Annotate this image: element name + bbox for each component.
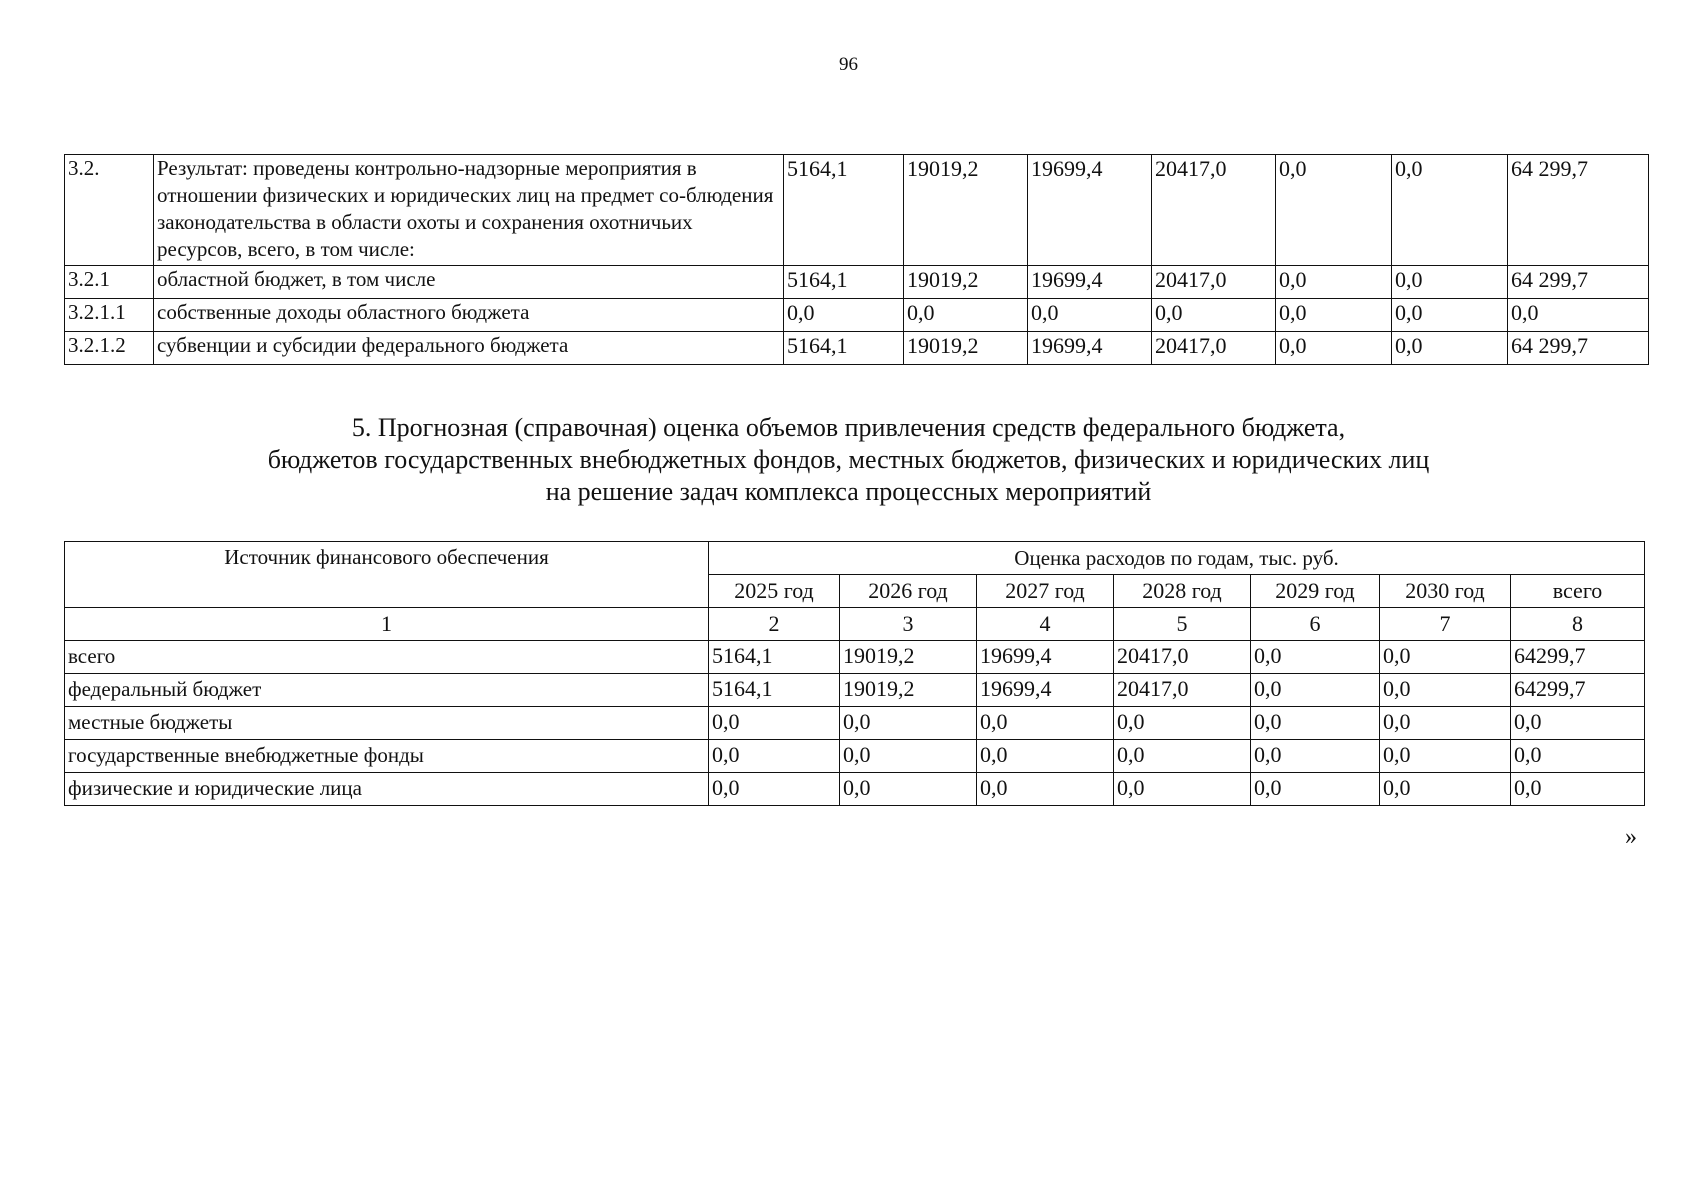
column-number: 2: [709, 608, 840, 641]
value-cell: 5164,1: [709, 674, 840, 707]
value-cell: 0,0: [1392, 155, 1508, 266]
value-cell: 20417,0: [1114, 674, 1251, 707]
value-cell: 0,0: [709, 707, 840, 740]
table-row: [65, 707, 1645, 740]
header-year: 2030 год: [1380, 575, 1511, 608]
row-label: государственные внебюджетные фонды: [65, 740, 709, 773]
funding-results-table: [64, 154, 1649, 365]
value-cell: 20417,0: [1152, 155, 1276, 266]
value-cell: 5164,1: [709, 641, 840, 674]
row-label: собственные доходы областного бюджета: [154, 299, 784, 332]
value-cell: 0,0: [784, 299, 904, 332]
value-cell: 0,0: [1380, 773, 1511, 806]
table-row: [65, 299, 1649, 332]
value-cell: 64 299,7: [1508, 266, 1649, 299]
value-cell: 0,0: [1251, 641, 1380, 674]
value-cell: 0,0: [1276, 299, 1392, 332]
table-row: [65, 641, 1645, 674]
section-heading: [0, 412, 1697, 508]
value-cell: 20417,0: [1152, 266, 1276, 299]
column-number: 7: [1380, 608, 1511, 641]
row-code: 3.2.1.1: [65, 299, 154, 332]
value-cell: 0,0: [1392, 299, 1508, 332]
row-label: федеральный бюджет: [65, 674, 709, 707]
value-cell: 5164,1: [784, 332, 904, 365]
value-cell: 0,0: [1511, 740, 1645, 773]
closing-quote: »: [1625, 824, 1637, 850]
table-row: [65, 740, 1645, 773]
table-row: [65, 773, 1645, 806]
row-code: 3.2.1: [65, 266, 154, 299]
section-heading-line: на решение задач комплекса процессных мероприятий: [545, 477, 1152, 506]
value-cell: 0,0: [977, 707, 1114, 740]
table-row: [65, 155, 1649, 266]
column-number: 1: [65, 608, 709, 641]
value-cell: 64 299,7: [1508, 155, 1649, 266]
value-cell: 19019,2: [904, 266, 1028, 299]
value-cell: 19699,4: [1028, 155, 1152, 266]
value-cell: 64299,7: [1511, 674, 1645, 707]
header-year: 2025 год: [709, 575, 840, 608]
value-cell: 0,0: [840, 773, 977, 806]
value-cell: 19699,4: [1028, 332, 1152, 365]
header-year: 2027 год: [977, 575, 1114, 608]
column-number: 6: [1251, 608, 1380, 641]
value-cell: 19699,4: [1028, 266, 1152, 299]
value-cell: 19019,2: [840, 641, 977, 674]
value-cell: 19019,2: [904, 155, 1028, 266]
funding-sources-table: [64, 541, 1645, 806]
value-cell: 0,0: [1511, 707, 1645, 740]
value-cell: 64299,7: [1511, 641, 1645, 674]
value-cell: 0,0: [977, 740, 1114, 773]
value-cell: 0,0: [1152, 299, 1276, 332]
value-cell: 0,0: [1380, 707, 1511, 740]
value-cell: 19699,4: [977, 641, 1114, 674]
value-cell: 0,0: [1114, 740, 1251, 773]
header-row: [65, 542, 1645, 575]
value-cell: 20417,0: [1114, 641, 1251, 674]
value-cell: 0,0: [1392, 332, 1508, 365]
value-cell: 0,0: [1276, 155, 1392, 266]
value-cell: 0,0: [1028, 299, 1152, 332]
row-label: местные бюджеты: [65, 707, 709, 740]
value-cell: 0,0: [1251, 707, 1380, 740]
row-code: 3.2.: [65, 155, 154, 266]
row-code: 3.2.1.2: [65, 332, 154, 365]
value-cell: 0,0: [1251, 674, 1380, 707]
value-cell: 0,0: [904, 299, 1028, 332]
value-cell: 0,0: [1251, 740, 1380, 773]
value-cell: 0,0: [840, 707, 977, 740]
value-cell: 0,0: [1392, 266, 1508, 299]
value-cell: 0,0: [709, 773, 840, 806]
value-cell: 0,0: [709, 740, 840, 773]
column-number: 3: [840, 608, 977, 641]
value-cell: 0,0: [977, 773, 1114, 806]
column-number-row: [65, 608, 1645, 641]
header-estimate: Оценка расходов по годам, тыс. руб.: [709, 542, 1645, 575]
header-total: всего: [1511, 575, 1645, 608]
header-year: 2029 год: [1251, 575, 1380, 608]
table-row: [65, 332, 1649, 365]
row-label: всего: [65, 641, 709, 674]
value-cell: 0,0: [1380, 740, 1511, 773]
value-cell: 5164,1: [784, 155, 904, 266]
column-number: 8: [1511, 608, 1645, 641]
value-cell: 0,0: [1251, 773, 1380, 806]
table-row: [65, 266, 1649, 299]
row-label: субвенции и субсидии федерального бюджета: [154, 332, 784, 365]
value-cell: 0,0: [1276, 332, 1392, 365]
value-cell: 0,0: [1380, 641, 1511, 674]
value-cell: 0,0: [1511, 773, 1645, 806]
value-cell: 0,0: [840, 740, 977, 773]
value-cell: 19019,2: [904, 332, 1028, 365]
header-source: Источник финансового обеспечения: [65, 542, 709, 608]
value-cell: 0,0: [1508, 299, 1649, 332]
value-cell: 0,0: [1114, 773, 1251, 806]
value-cell: 19699,4: [977, 674, 1114, 707]
row-label: физические и юридические лица: [65, 773, 709, 806]
header-year: 2028 год: [1114, 575, 1251, 608]
row-label: областной бюджет, в том числе: [154, 266, 784, 299]
value-cell: 20417,0: [1152, 332, 1276, 365]
value-cell: 0,0: [1380, 674, 1511, 707]
section-heading-line: 5. Прогнозная (справочная) оценка объемов привлечения средств федерального бюджета,: [351, 413, 1346, 442]
section-heading-line: бюджетов государственных внебюджетных фондов, местных бюджетов, физических и юридических лиц: [267, 445, 1430, 474]
row-label: Результат: проведены контрольно-надзорные мероприятия в отношении физических и юридических лиц на предмет со-блюдения законодательства в области охоты и сохранения охотничьих ресурсов, всего, в том числе:: [154, 155, 784, 266]
column-number: 5: [1114, 608, 1251, 641]
page-number: 96: [839, 54, 858, 75]
table-row: [65, 674, 1645, 707]
value-cell: 0,0: [1114, 707, 1251, 740]
value-cell: 64 299,7: [1508, 332, 1649, 365]
value-cell: 0,0: [1276, 266, 1392, 299]
column-number: 4: [977, 608, 1114, 641]
value-cell: 5164,1: [784, 266, 904, 299]
header-year: 2026 год: [840, 575, 977, 608]
value-cell: 19019,2: [840, 674, 977, 707]
